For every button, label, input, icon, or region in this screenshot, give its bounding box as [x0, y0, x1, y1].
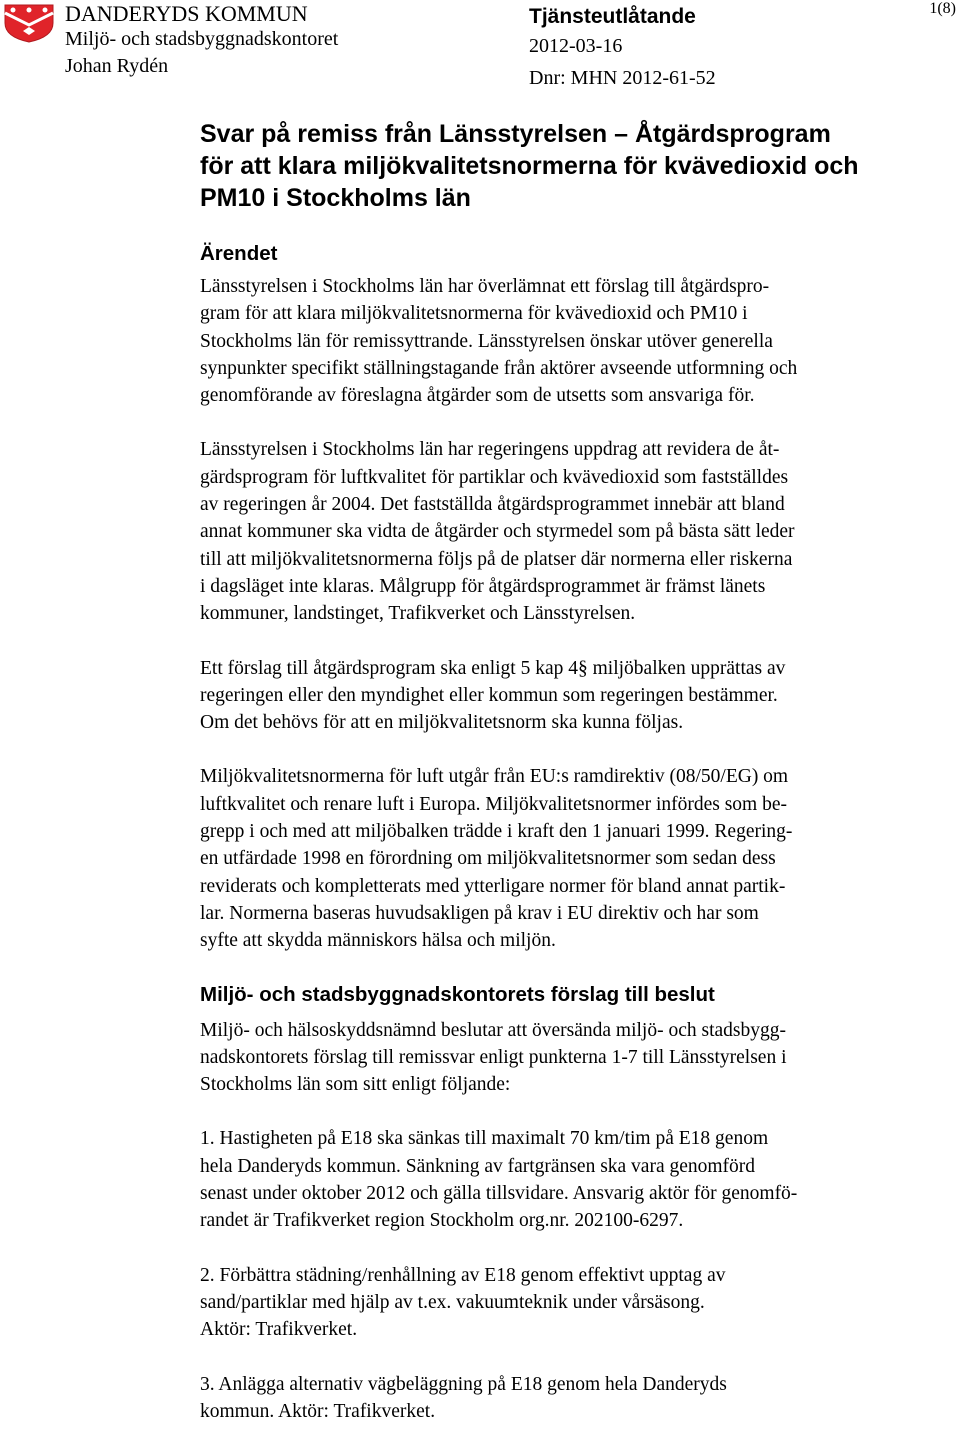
text-line: en utfärdade 1998 en förordning om miljökvalitetsnormer som sedan dess: [200, 848, 776, 870]
paragraph: [200, 436, 940, 627]
text-line: nadskontorets förslag till remissvar enligt punkterna 1-7 till Länsstyrelsen i: [200, 1046, 787, 1068]
text-line: senast under oktober 2012 och gälla tillsvidare. Ansvarig aktör för genomfö-: [200, 1183, 798, 1205]
text-line: 3. Anlägga alternativ vägbeläggning på E18 genom hela Danderyds: [200, 1373, 727, 1395]
list-item: [200, 1371, 940, 1426]
text-line: Om det behövs för att en miljökvalitetsnorm ska kunna följas.: [200, 712, 684, 734]
text-line: Ett förslag till åtgärdsprogram ska enligt 5 kap 4§ miljöbalken upprättas av: [200, 657, 786, 679]
title-line: för att klara miljökvalitetsnormerna för kvävedioxid och: [200, 152, 859, 180]
list-item: [200, 1262, 940, 1344]
text-line: lar. Normerna baseras huvudsakligen på krav i EU direktiv och har som: [200, 902, 759, 924]
page-number: 1(8): [929, 0, 956, 17]
paragraph: [200, 763, 940, 954]
text-line: Stockholms län för remissyttrande. Länsstyrelsen önskar utöver generella: [200, 330, 773, 352]
text-line: kommun. Aktör: Trafikverket.: [200, 1400, 436, 1422]
text-line: gärdsprogram för luftkvalitet för partiklar och kvävedioxid som fastställdes: [200, 466, 789, 488]
paragraph: [200, 1017, 940, 1099]
document-body: [200, 118, 940, 1425]
text-line: Länsstyrelsen i Stockholms län har regeringens uppdrag att revidera de åt-: [200, 439, 780, 461]
title-line: PM10 i Stockholms län: [200, 184, 471, 212]
text-line: Miljö- och hälsoskyddsnämnd beslutar att översända miljö- och stadsbygg-: [200, 1019, 786, 1041]
text-line: Stockholms län som sitt enligt följande:: [200, 1074, 511, 1096]
section-heading-forslag-till-beslut: Miljö- och stadsbyggnadskontorets förslag till beslut: [200, 982, 715, 1006]
text-line: 2. Förbättra städning/renhållning av E18 genom effektivt upptag av: [200, 1264, 726, 1286]
text-line: regeringen eller den myndighet eller kommun som regeringen bestämmer.: [200, 684, 778, 706]
section-heading-arendet: Ärendet: [200, 242, 278, 265]
document-reference-number: Dnr: MHN 2012-61-52: [529, 67, 716, 89]
text-line: av regeringen år 2004. Det fastställda åtgärdsprogrammet innebär att bland: [200, 494, 785, 516]
text-line: till att miljökvalitetsnormerna följs på de platser där normerna eller riskerna: [200, 548, 793, 570]
text-line: luftkvalitet och renare luft i Europa. Miljökvalitetsnormer infördes som be-: [200, 793, 787, 815]
title-line: Svar på remiss från Länsstyrelsen – Åtgärdsprogram: [200, 120, 831, 148]
text-line: Länsstyrelsen i Stockholms län har överlämnat ett förslag till åtgärdspro-: [200, 276, 770, 297]
list-item: [200, 1125, 940, 1234]
municipal-coat-of-arms-icon: [3, 3, 55, 43]
text-line: synpunkter specifikt ställningstagande från aktörer avseende utformning och: [200, 357, 798, 379]
text-line: genomförande av föreslagna åtgärder som de utsetts som ansvariga för.: [200, 385, 755, 407]
author-name: Johan Rydén: [65, 55, 169, 77]
text-line: Aktör: Trafikverket.: [200, 1319, 358, 1341]
text-line: syfte att skydda människors hälsa och miljön.: [200, 930, 556, 952]
paragraph: [200, 655, 940, 737]
document-title: [200, 118, 940, 214]
header-organization: [65, 2, 338, 80]
text-line: reviderats och kompletterats med ytterligare normer för bland annat partik-: [200, 875, 786, 897]
text-line: hela Danderyds kommun. Sänkning av fartgränsen ska vara genomförd: [200, 1155, 756, 1177]
text-line: i dagsläget inte klaras. Målgrupp för åtgärdsprogrammet är främst länets: [200, 575, 766, 597]
text-line: Miljökvalitetsnormerna för luft utgår från EU:s ramdirektiv (08/50/EG) om: [200, 766, 789, 788]
text-line: kommuner, landstinget, Trafikverket och Länsstyrelsen.: [200, 603, 636, 625]
text-line: annat kommuner ska vidta de åtgärder och styrmedel som på bästa sätt leder: [200, 521, 795, 543]
text-line: randet är Trafikverket region Stockholm org.nr. 202100-6297.: [200, 1210, 684, 1232]
department-name: Miljö- och stadsbyggnadskontoret: [65, 28, 339, 50]
paragraph: [200, 273, 940, 409]
text-line: 1. Hastigheten på E18 ska sänkas till maximalt 70 km/tim på E18 genom: [200, 1128, 769, 1150]
organization-name: DANDERYDS KOMMUN: [65, 1, 308, 26]
document-date: 2012-03-16: [529, 35, 623, 57]
text-line: grepp i och med att miljöbalken trädde i kraft den 1 januari 1999. Regering-: [200, 821, 793, 843]
document-type: Tjänsteutlåtande: [529, 5, 696, 28]
text-line: sand/partiklar med hjälp av t.ex. vakuumteknik under vårsäsong.: [200, 1291, 705, 1313]
text-line: gram för att klara miljökvalitetsnormerna för kvävedioxid och PM10 i: [200, 303, 748, 325]
